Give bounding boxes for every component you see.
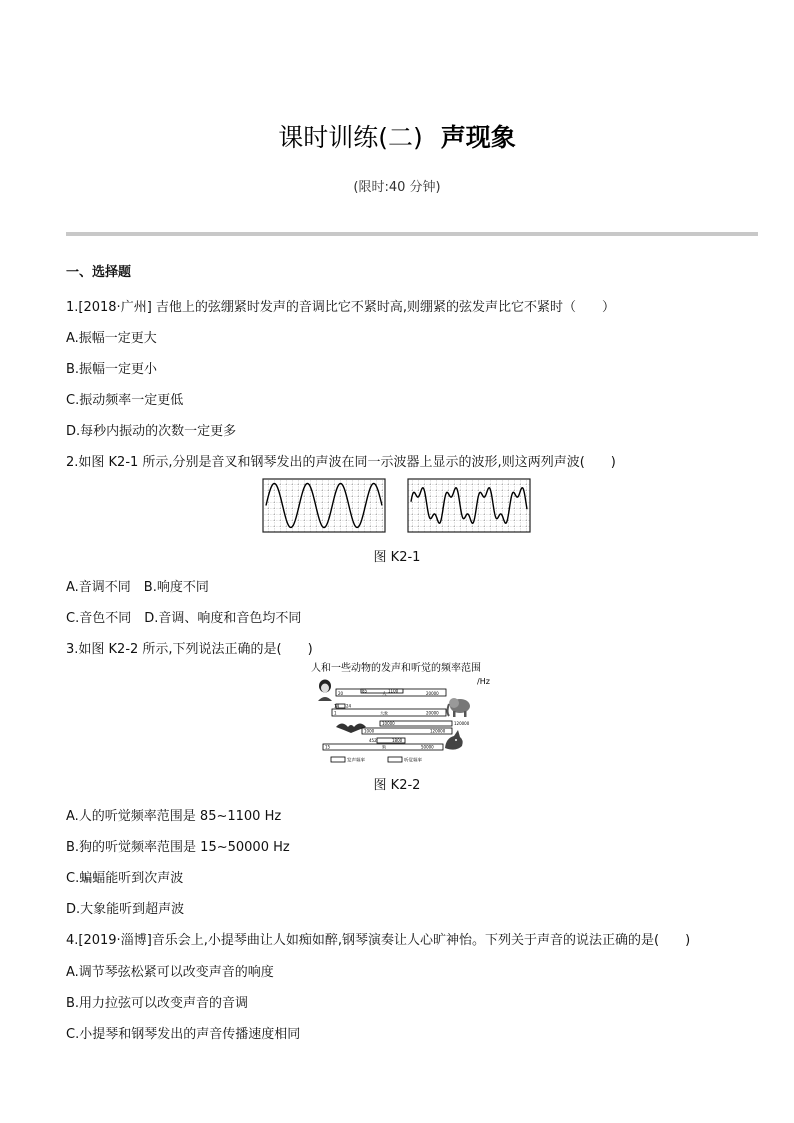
dog-hear-min: 15 (325, 744, 331, 750)
section-heading: 一、选择题 (66, 265, 132, 280)
oscilloscope-figure (262, 478, 532, 534)
q2-options-cd: C.音色不同 D.音调、响度和音色均不同 (66, 611, 302, 626)
elephant-sound-min: 14 (334, 703, 340, 709)
title-main: 课时训练(二) (278, 123, 423, 152)
q3-option-b: B.狗的听觉频率范围是 15~50000 Hz (66, 840, 290, 855)
figure-k2-2-caption: 图 K2-2 (373, 778, 421, 793)
q3-option-c: C.蝙蝠能听到次声波 (66, 871, 184, 886)
figure-k2-1-caption: 图 K2-1 (373, 550, 421, 565)
page-title (0, 118, 794, 154)
q4-stem: 4.[2019·淄博]音乐会上,小提琴曲让人如痴如醉,钢琴演奏让人心旷神怡。下列关于声音的说法正确的是( ) (66, 933, 691, 948)
figure-title: 人和一些动物的发声和听觉的频率范围 (311, 663, 481, 674)
q1-option-a: A.振幅一定更大 (66, 331, 157, 346)
q1-option-c: C.振动频率一定更低 (66, 393, 184, 408)
q3-option-d: D.大象能听到超声波 (66, 902, 185, 917)
person-icon (318, 680, 332, 702)
bat-hear-min: 1000 (364, 728, 375, 734)
legend-sound-swatch (331, 757, 345, 762)
human-sound-min: 85 (362, 688, 368, 694)
bat-sound-max: 120000 (454, 721, 470, 726)
legend-hear-swatch (388, 757, 402, 762)
dog-label: 狗 (382, 744, 386, 750)
q2-options-ab: A.音调不同 B.响度不同 (66, 580, 209, 595)
dog-sound-max: 1800 (392, 738, 403, 743)
q1-option-b: B.振幅一定更小 (66, 362, 158, 377)
title-subtitle: 声现象 (440, 123, 516, 152)
human-hear-min: 20 (338, 691, 344, 696)
human-sound-max: 1100 (388, 688, 399, 694)
frequency-range-figure (296, 660, 506, 770)
bat-icon (336, 724, 366, 734)
legend-sound-label: 发声频率 (347, 758, 365, 764)
q3-option-a: A.人的听觉频率范围是 85~1100 Hz (66, 809, 282, 824)
human-hear-max: 20000 (426, 691, 439, 696)
q1-option-d: D.每秒内振动的次数一定更多 (66, 424, 237, 439)
q4-option-a: A.调节琴弦松紧可以改变声音的响度 (66, 965, 274, 980)
q3-stem: 3.如图 K2-2 所示,下列说法正确的是( ) (66, 642, 313, 657)
elephant-hear-min: 1 (334, 710, 337, 716)
waveform-panel-tuning-fork (263, 479, 385, 532)
q4-option-c: C.小提琴和钢琴发出的声音传播速度相同 (66, 1027, 301, 1042)
q2-stem: 2.如图 K2-1 所示,分别是音叉和钢琴发出的声波在同一示波器上显示的波形,则这两列声波( ) (66, 455, 616, 470)
waveform-panel-piano (408, 479, 530, 532)
elephant-hear-max: 20000 (426, 710, 439, 716)
dog-sound-min: 452 (369, 738, 377, 743)
bat-sound-min: 10000 (382, 721, 395, 726)
figure-unit: /Hz (477, 677, 490, 686)
elephant-label: 大象 (380, 710, 388, 716)
header-divider (66, 232, 758, 236)
elephant-icon (448, 698, 471, 717)
bat-hear-max: 120000 (430, 728, 446, 734)
elephant-sound-max: 24 (346, 703, 352, 709)
legend-hear-label: 听觉频率 (404, 758, 422, 764)
q1-stem: 1.[2018·广州] 吉他上的弦绷紧时发声的音调比它不紧时高,则绷紧的弦发声比它不紧时（ ） (66, 300, 616, 315)
time-limit: (限时:40 分钟) (353, 180, 441, 195)
human-label: 人 (382, 692, 387, 697)
dog-hear-max: 50000 (421, 744, 434, 750)
q4-option-b: B.用力拉弦可以改变声音的音调 (66, 996, 249, 1011)
